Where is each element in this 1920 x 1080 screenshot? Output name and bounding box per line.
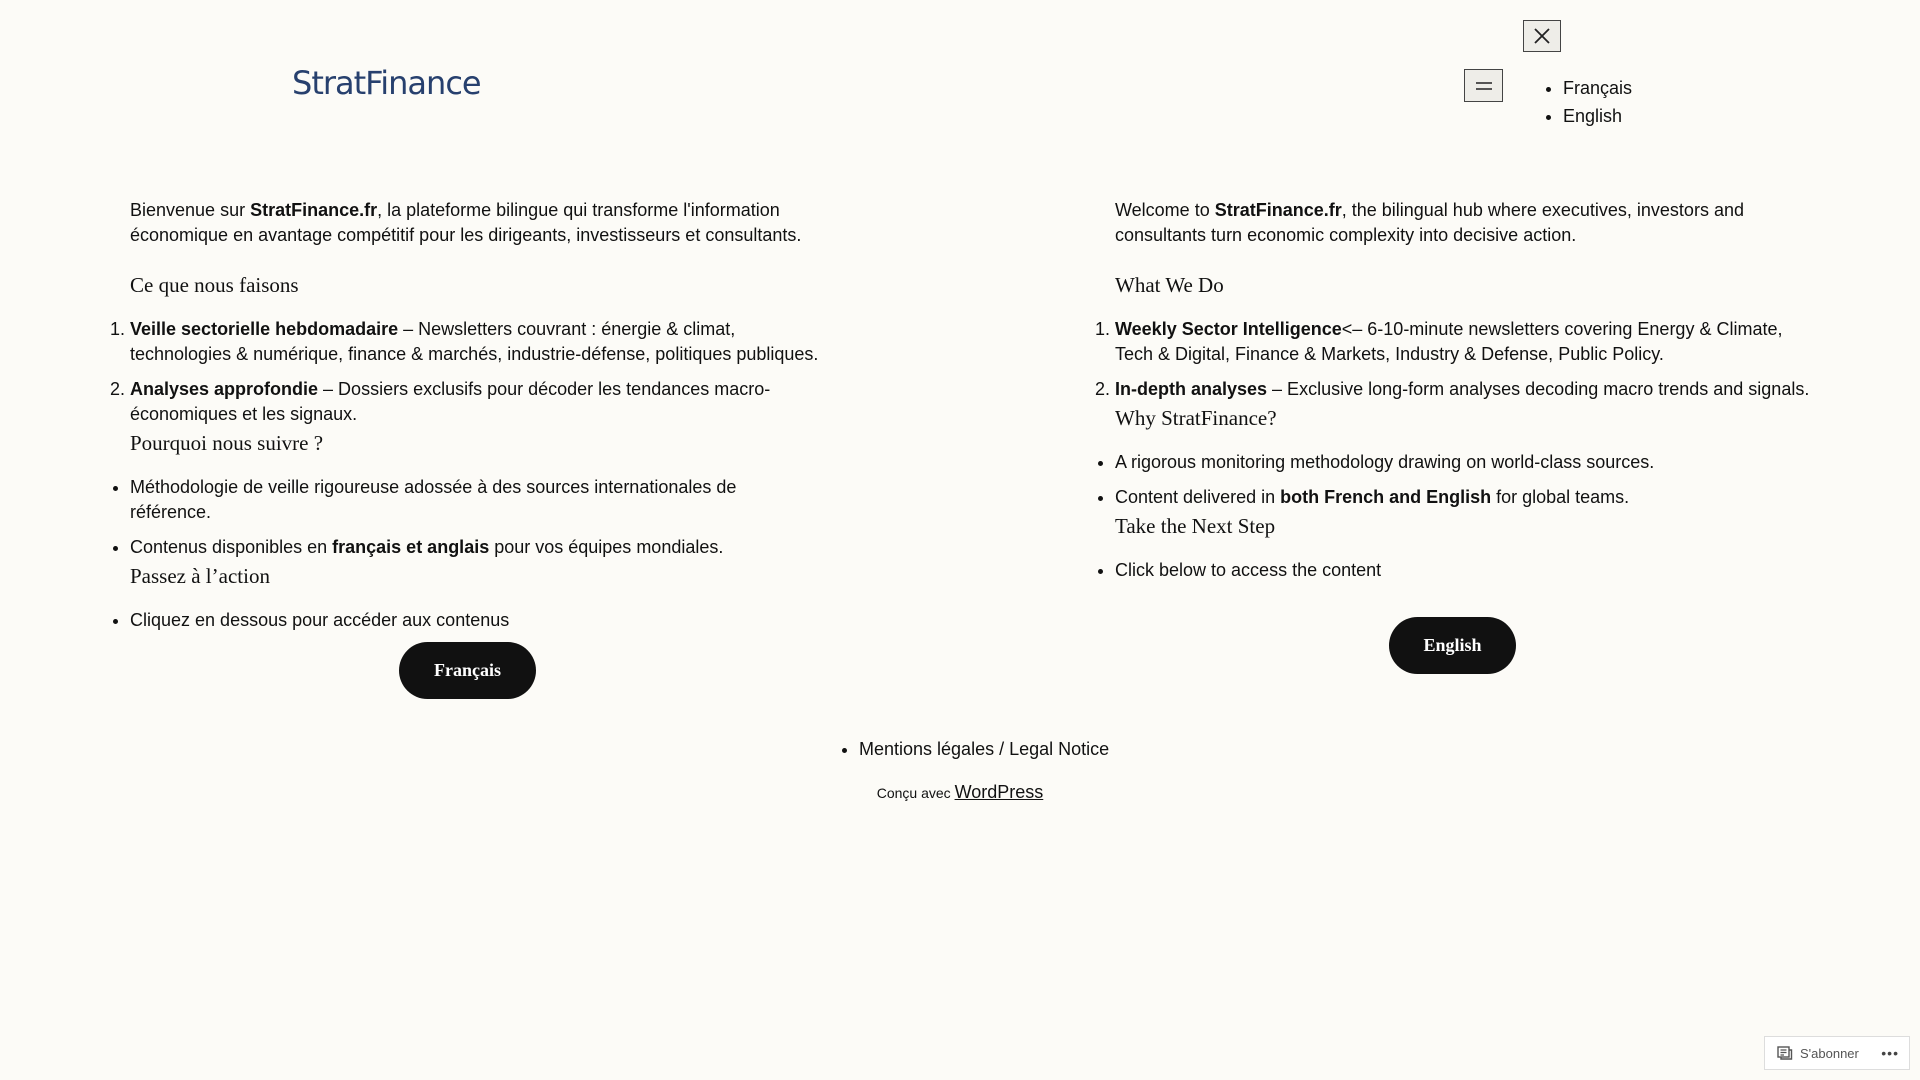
list-item: • Méthodologie de veille rigoureuse adossée à des sources internationales de référence. (130, 475, 820, 525)
brand-name: StratFinance.fr (250, 200, 378, 220)
close-icon (1533, 27, 1551, 45)
section-heading-why: Pourquoi nous suivre ? (130, 431, 324, 455)
more-options-button[interactable]: ••• (1881, 1045, 1899, 1061)
section-heading-action: Passez à l’action (130, 564, 270, 588)
list-item: • Cliquez en dessous pour accéder aux contenus (130, 608, 820, 633)
section-heading-what: What We Do (1115, 273, 1224, 297)
reader-icon (1777, 1046, 1793, 1060)
footer-credit: Conçu avec WordPress (876, 782, 1044, 802)
list-item: • A rigorous monitoring methodology drawing on world-class sources. (1115, 450, 1815, 475)
site-logo[interactable]: StratFinance (292, 64, 481, 102)
list-item: 1. Weekly Sector Intelligence<– 6-10-minute newsletters covering Energy & Climate, Tech & Digital, Finance & Markets, Industry & Defense, Public Policy. (1115, 317, 1815, 367)
action-list (1115, 558, 1815, 583)
wordpress-link[interactable]: WordPress (954, 782, 1044, 802)
list-item: 2. Analyses approfondie – Dossiers exclusifs pour décoder les tendances macro-économiques et les signaux. (130, 377, 820, 427)
action-list (130, 608, 820, 633)
list-item: 1. Veille sectorielle hebdomadaire – Newsletters couvrant : énergie & climat, technologies & numérique, finance & marchés, industrie-défense, politiques publiques. (130, 317, 820, 367)
section-heading-action: Take the Next Step (1115, 514, 1276, 538)
footer-item (859, 737, 1109, 762)
section-heading-why: Why StratFinance? (1115, 406, 1277, 430)
list-item: • Content delivered in both French and English for global teams. (1115, 485, 1815, 510)
english-button[interactable]: English (1389, 617, 1516, 674)
subscribe-button[interactable] (1765, 1046, 1859, 1061)
legal-notice-link[interactable]: Mentions légales / Legal Notice (859, 739, 1110, 759)
subscribe-bar (1764, 1036, 1910, 1070)
list-item: • Contenus disponibles en français et anglais pour vos équipes mondiales. (130, 535, 820, 560)
reasons-list (1115, 450, 1815, 510)
language-item (1563, 74, 1632, 102)
language-list (1540, 74, 1632, 130)
list-item: 2. In-depth analyses – Exclusive long-form analyses decoding macro trends and signals. (1115, 377, 1815, 402)
menu-button[interactable] (1464, 69, 1503, 102)
language-link-french[interactable]: Français (1563, 78, 1633, 98)
services-list (1115, 317, 1815, 402)
list-item: • Click below to access the content (1115, 558, 1815, 583)
intro-text: Bienvenue sur StratFinance.fr, la plateforme bilingue qui transforme l'information économique en avantage compétitif pour les dirigeants, investisseurs et consultants. (130, 200, 802, 245)
subscribe-label: S'abonner (1800, 1045, 1859, 1061)
brand-name: StratFinance.fr (1214, 200, 1342, 220)
footer-links (859, 737, 1109, 762)
intro-text: Welcome to StratFinance.fr, the bilingual hub where executives, investors and consultants turn economic complexity into decisive action. (1115, 200, 1744, 245)
language-item (1563, 102, 1632, 130)
french-column (130, 198, 820, 643)
reasons-list (130, 475, 820, 560)
section-heading-what: Ce que nous faisons (130, 273, 299, 297)
french-button[interactable]: Français (399, 642, 536, 699)
close-menu-button[interactable] (1523, 20, 1561, 52)
hamburger-icon (1474, 80, 1494, 92)
english-column (1115, 198, 1815, 593)
services-list (130, 317, 820, 427)
language-link-english[interactable]: English (1563, 106, 1623, 126)
